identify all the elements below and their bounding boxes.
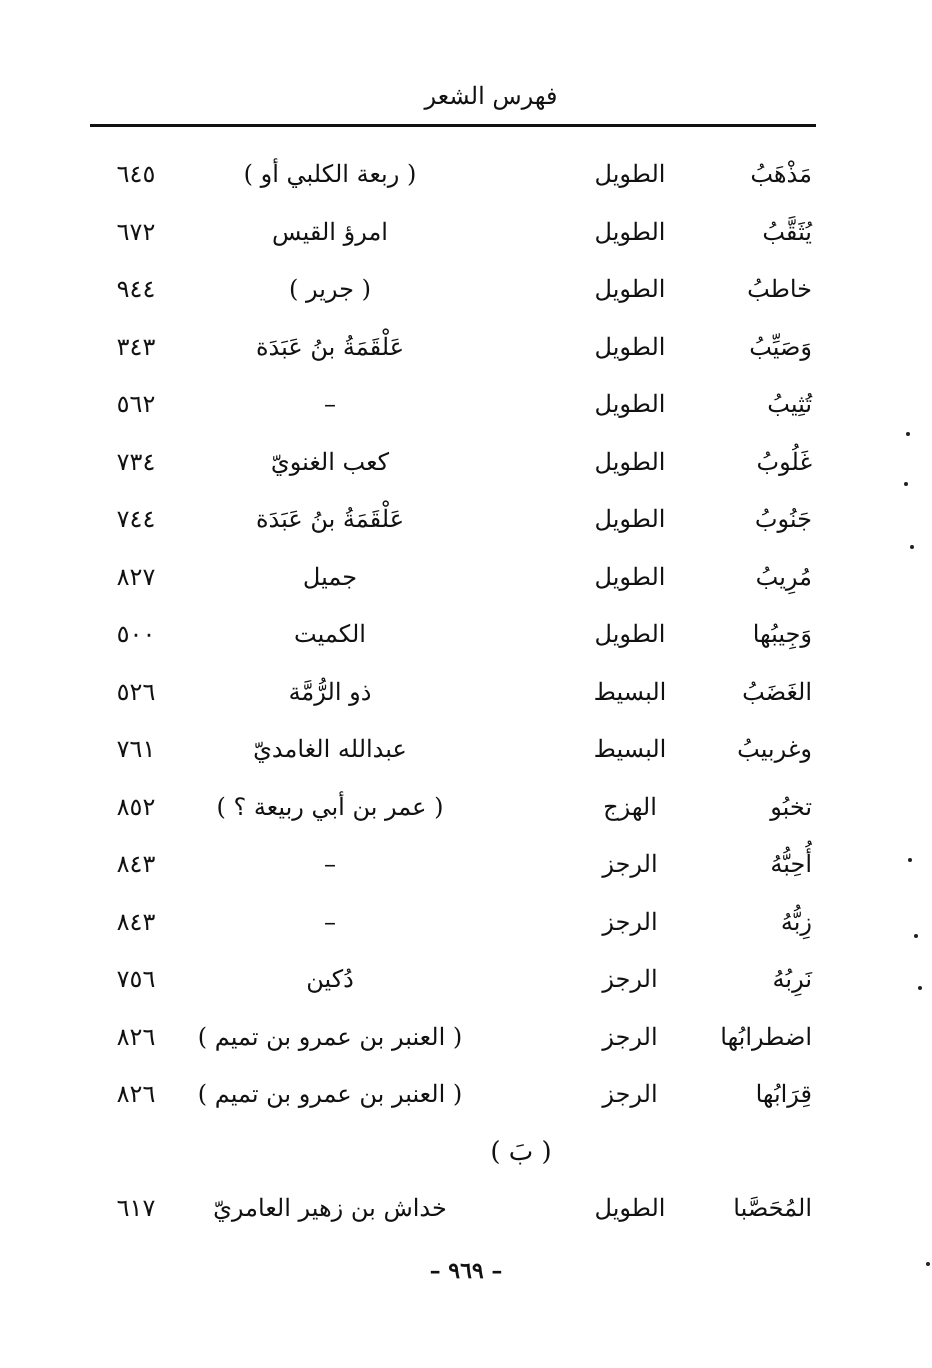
page-reference: ٧٥٦ [116, 965, 156, 993]
page-reference: ٧٦١ [116, 735, 156, 763]
index-row [0, 1066, 932, 1124]
poetry-index-table [0, 146, 932, 1237]
poet-name: خداش بن زهير العامريّ [213, 1193, 447, 1222]
index-row [0, 779, 932, 837]
meter-name: الرجز [602, 907, 658, 936]
rhyme-word: الغَضَبُ [742, 677, 812, 706]
meter-name: الطويل [594, 505, 666, 533]
scan-speck [906, 432, 910, 436]
scan-speck [926, 1262, 930, 1266]
index-row [0, 951, 932, 1009]
poet-name: – [324, 907, 336, 936]
meter-name: الطويل [594, 1193, 666, 1222]
poet-name: ( جرير ) [289, 275, 371, 303]
index-row [0, 606, 932, 664]
header-divider [90, 124, 816, 127]
rhyme-word: قِرَابُها [755, 1080, 812, 1108]
rhyme-word: وغربيبُ [737, 735, 812, 763]
page-reference: ٥٦٢ [116, 390, 156, 418]
index-row [0, 146, 932, 204]
page-reference: ٨٥٢ [116, 792, 156, 821]
poet-name: ( عمر بن أبي ربيعة ؟ ) [216, 792, 444, 821]
rhyme-word: مُرِيبُ [755, 562, 812, 591]
page-reference: ٧٣٤ [116, 447, 156, 476]
rhyme-word: تُثِيبُ [767, 390, 812, 418]
poet-name: ( العنبر بن عمرو بن تميم ) [197, 1022, 463, 1051]
poet-name: دُكين [306, 965, 354, 993]
section-heading-letter: ( بَ ) [490, 1136, 552, 1167]
meter-name: الطويل [594, 390, 666, 418]
page-reference: ٨٢٦ [116, 1022, 156, 1051]
meter-name: الطويل [594, 332, 666, 361]
page-reference: ٦١٧ [116, 1193, 156, 1222]
index-row [0, 434, 932, 492]
rhyme-word: يُثَقَّبُ [762, 217, 812, 246]
page-reference: ٣٤٣ [116, 332, 156, 361]
poet-name: عَلْقَمَةُ بنُ عَبَدَة [255, 332, 405, 361]
index-row [0, 549, 932, 607]
rhyme-word: زِبُّهُ [780, 907, 812, 936]
index-row [0, 721, 932, 779]
rhyme-word: خاطبُ [747, 275, 812, 303]
poet-name: ذو الرُّمَّة [288, 677, 372, 706]
meter-name: الرجز [602, 850, 658, 878]
poet-name: ( ربعة الكلبي أو ) [243, 160, 417, 188]
index-row [0, 664, 932, 722]
poet-name: كعب الغنويّ [270, 447, 390, 476]
index-row [0, 491, 932, 549]
page-reference: ٨٤٣ [116, 907, 156, 936]
rhyme-word: وَصَيِّبُ [749, 332, 812, 361]
meter-name: الهزج [603, 792, 657, 821]
scan-speck [904, 482, 908, 486]
meter-name: الرجز [602, 965, 658, 993]
poet-name: امرؤ القيس [272, 217, 388, 246]
rhyme-word: اضطرابُها [720, 1022, 812, 1051]
index-row [0, 319, 932, 377]
poet-name: – [324, 390, 336, 418]
poet-name: جميل [302, 562, 358, 591]
page-number: – ٩٦٩ – [429, 1258, 503, 1284]
poet-name: الكميت [294, 620, 366, 648]
meter-name: الطويل [594, 160, 666, 188]
meter-name: الرجز [602, 1022, 658, 1051]
index-row [0, 261, 932, 319]
meter-name: الطويل [594, 562, 666, 591]
rhyme-word: تخبُو [770, 792, 812, 821]
index-row [0, 376, 932, 434]
meter-name: الرجز [602, 1080, 658, 1108]
rhyme-word: أُحِبُّهُ [770, 850, 812, 878]
index-row [0, 1180, 932, 1238]
page-reference: ٥٠٠ [116, 620, 156, 648]
rhyme-word: المُحَصَّبا [733, 1193, 812, 1222]
scan-speck [918, 986, 922, 990]
meter-name: الطويل [594, 275, 666, 303]
rhyme-word: مَذْهَبُ [750, 160, 812, 188]
rhyme-word: وَجِيبُها [752, 620, 812, 648]
meter-name: الطويل [594, 217, 666, 246]
page-reference: ٥٢٦ [116, 677, 156, 706]
scan-speck [908, 858, 912, 862]
page-reference: ٧٤٤ [116, 505, 156, 533]
index-row [0, 894, 932, 952]
page-reference: ٦٧٢ [116, 217, 156, 246]
page-reference: ٩٤٤ [116, 275, 156, 303]
page-reference: ٦٤٥ [116, 160, 156, 188]
poet-name: ( العنبر بن عمرو بن تميم ) [197, 1080, 463, 1108]
rhyme-word: نَرِبُهُ [772, 965, 812, 993]
rhyme-word: جَنُوبُ [754, 505, 812, 533]
scan-speck [914, 934, 918, 938]
page-header-title: فهرس الشعر [424, 82, 558, 110]
poet-name: – [324, 850, 336, 878]
index-row [0, 1009, 932, 1067]
poet-name: عبدالله الغامديّ [253, 735, 407, 763]
meter-name: الطويل [594, 620, 666, 648]
page-reference: ٨٤٣ [116, 850, 156, 878]
meter-name: الطويل [594, 447, 666, 476]
poet-name: عَلْقَمَةُ بنُ عَبَدَة [255, 505, 405, 533]
index-row [0, 204, 932, 262]
index-row [0, 836, 932, 894]
meter-name: البسيط [593, 735, 667, 763]
scan-speck [910, 545, 914, 549]
rhyme-word: غَلُوبُ [756, 447, 812, 476]
page-reference: ٨٢٧ [116, 562, 156, 591]
page-reference: ٨٢٦ [116, 1080, 156, 1108]
meter-name: البسيط [593, 677, 667, 706]
